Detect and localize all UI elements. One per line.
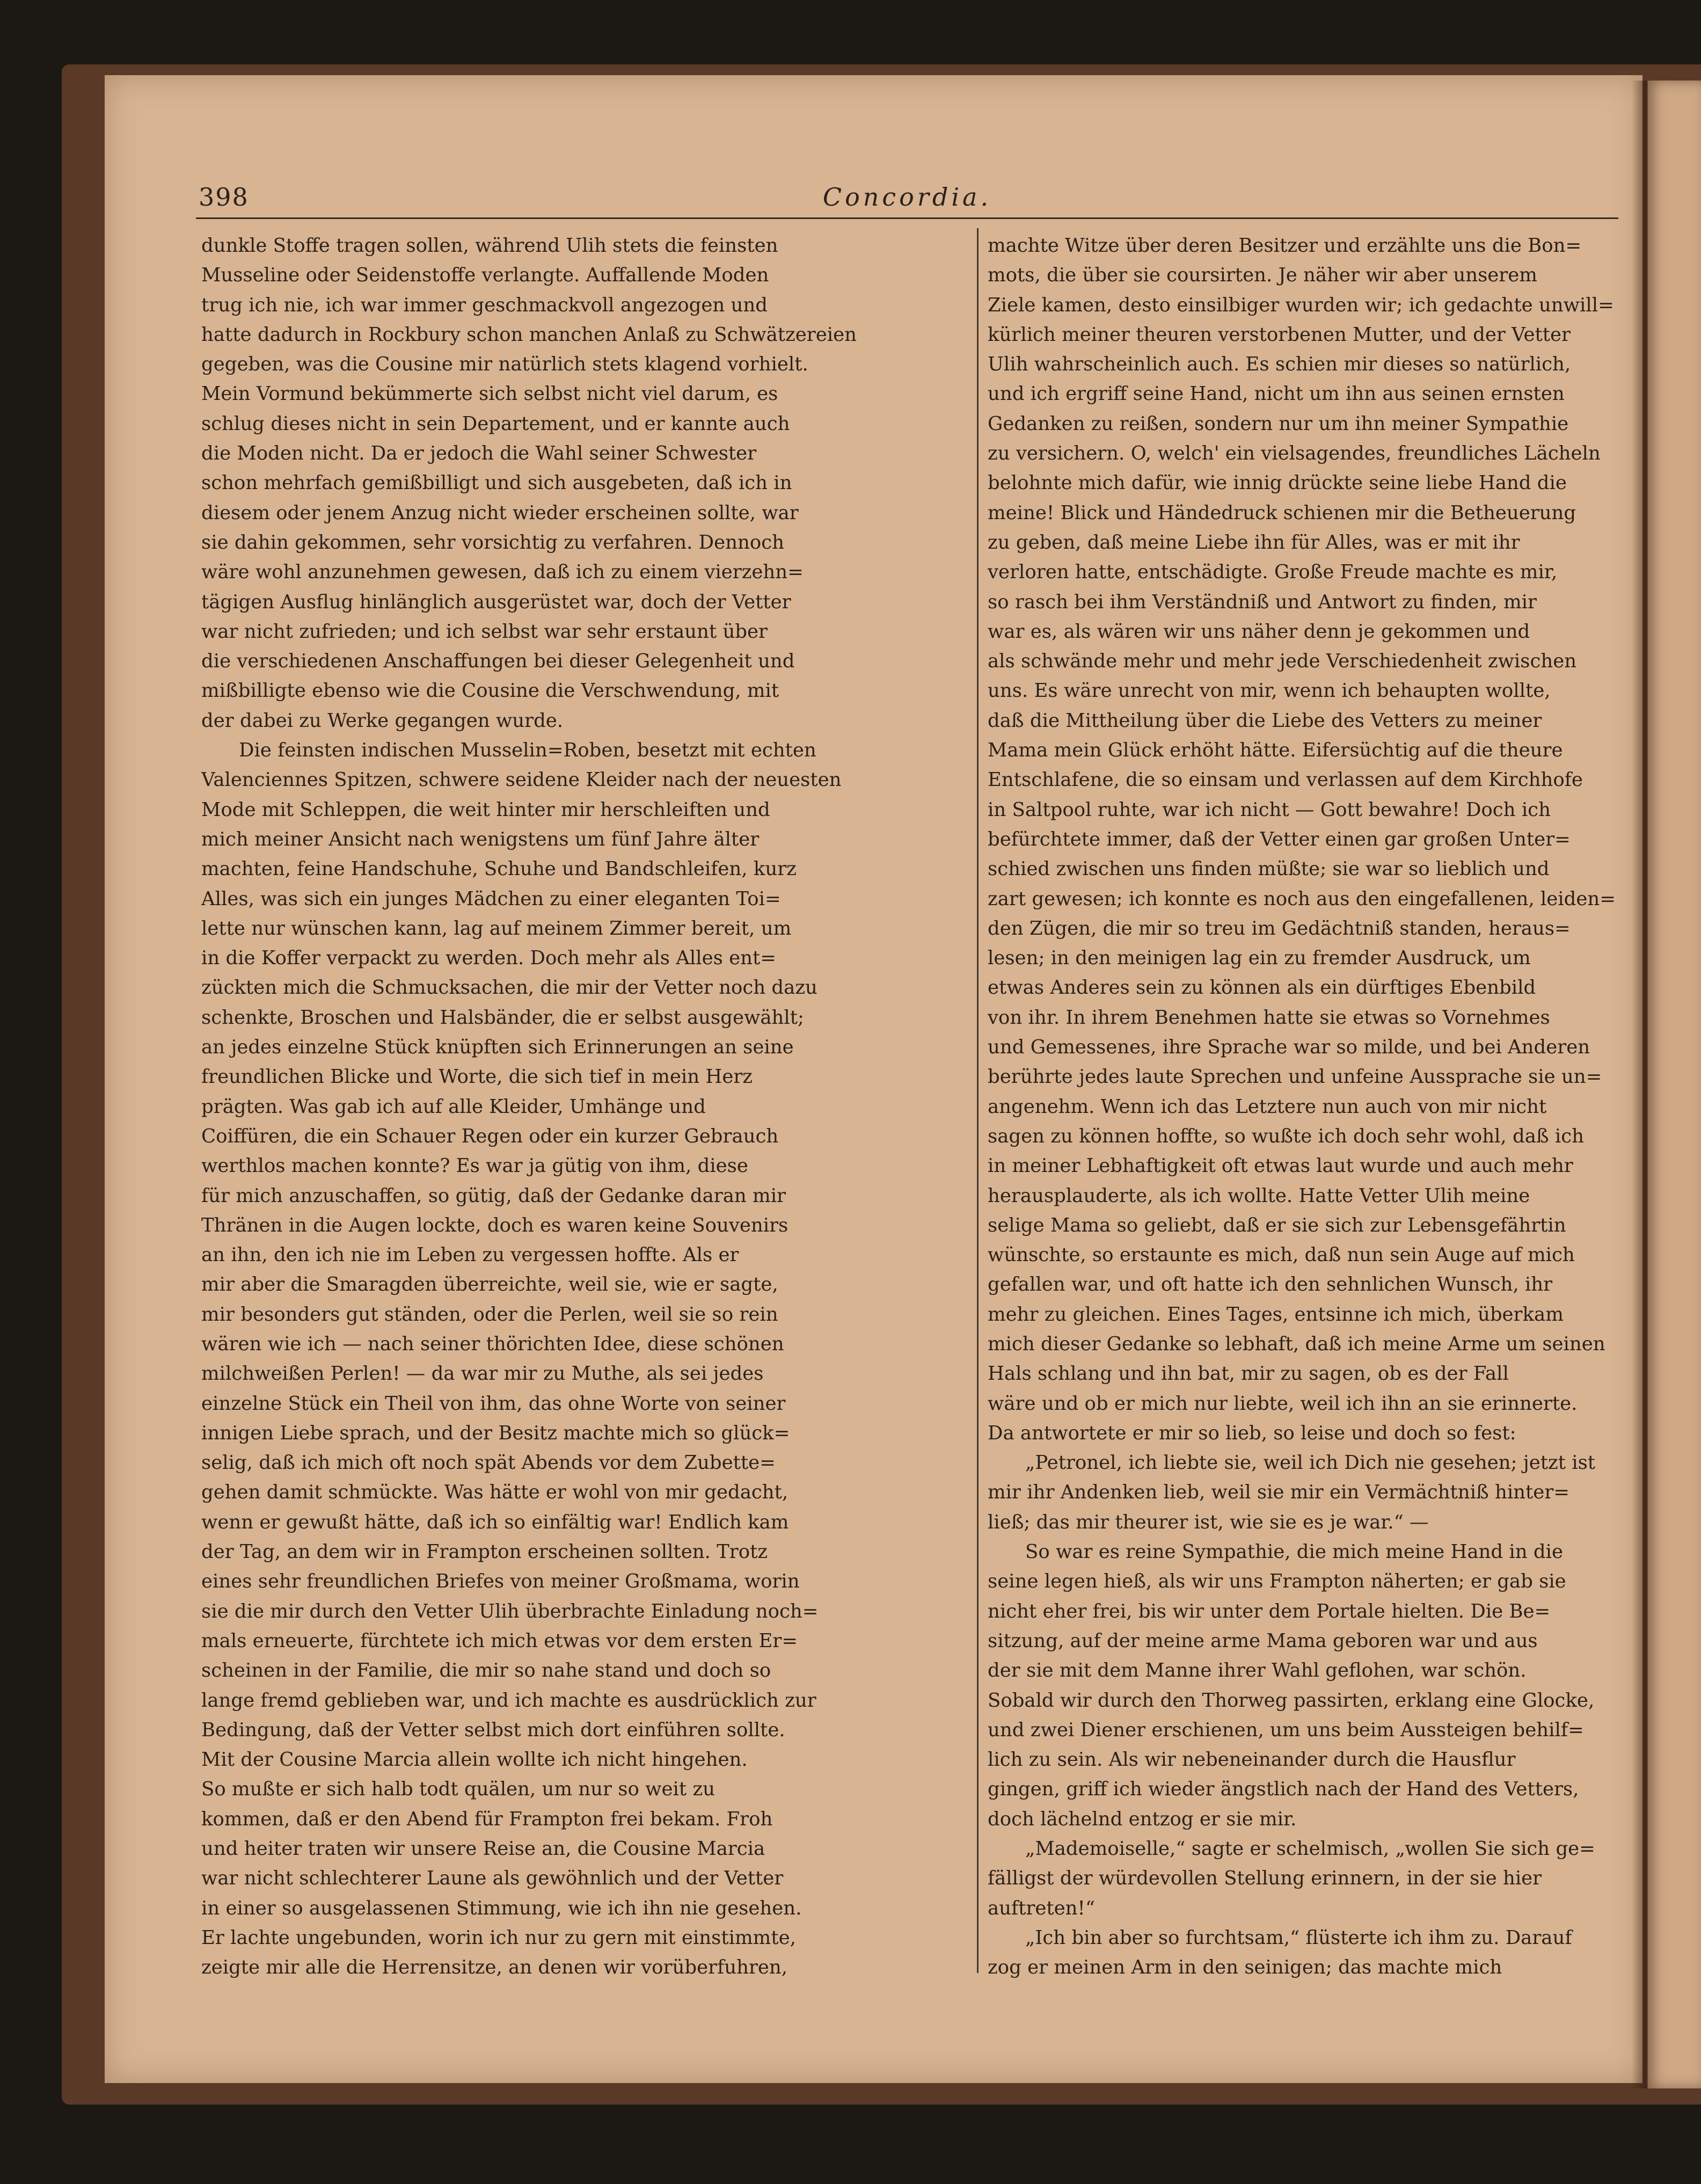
- text-line: so rasch bei ihm Verständniß und Antwort zu finden, mir: [988, 591, 1537, 613]
- text-line: und Gemessenes, ihre Sprache war so milde, und bei Anderen: [988, 1036, 1590, 1059]
- text-line: mich dieser Gedanke so lebhaft, daß ich meine Arme um seinen: [988, 1333, 1605, 1355]
- text-line: nicht eher frei, bis wir unter dem Portale hielten. Die Be=: [988, 1600, 1551, 1622]
- text-line: Hals schlang und ihn bat, mir zu sagen, ob es der Fall: [988, 1363, 1509, 1385]
- text-line: Mode mit Schleppen, die weit hinter mir herschleiften und: [201, 798, 770, 821]
- text-line: zart gewesen; ich konnte es noch aus den eingefallenen, leiden=: [988, 887, 1616, 910]
- text-line: gehen damit schmückte. Was hätte er wohl von mir gedacht,: [201, 1481, 789, 1504]
- text-line: Gedanken zu reißen, sondern nur um ihn meiner Sympathie: [988, 412, 1569, 435]
- text-line: der dabei zu Werke gegangen wurde.: [201, 709, 564, 732]
- text-line: und zwei Diener erschienen, um uns beim Aussteigen behilf=: [988, 1719, 1584, 1741]
- text-line: war es, als wären wir uns näher denn je gekommen und: [988, 620, 1530, 643]
- text-line: mir besonders gut ständen, oder die Perlen, weil sie so rein: [201, 1303, 778, 1326]
- text-line: machten, feine Handschuhe, Schuhe und Bandschleifen, kurz: [201, 858, 797, 880]
- text-line: Thränen in die Augen lockte, doch es waren keine Souvenirs: [201, 1214, 789, 1236]
- text-line: sie dahin gekommen, sehr vorsichtig zu verfahren. Dennoch: [201, 531, 784, 554]
- text-line: und ich ergriff seine Hand, nicht um ihn aus seinen ernsten: [988, 383, 1565, 405]
- text-line: Die feinsten indischen Musselin=Roben, besetzt mit echten: [239, 739, 816, 762]
- text-line: „Ich bin aber so furchtsam,“ flüsterte ich ihm zu. Darauf: [1025, 1926, 1572, 1949]
- text-line: So mußte er sich halb todt quälen, um nur so weit zu: [201, 1778, 716, 1801]
- text-line: scheinen in der Familie, die mir so nahe stand und doch so: [201, 1659, 771, 1682]
- text-line: gefallen war, und oft hatte ich den sehnlichen Wunsch, ihr: [988, 1273, 1553, 1296]
- text-line: uns. Es wäre unrecht von mir, wenn ich behaupten wollte,: [988, 680, 1551, 702]
- text-line: war nicht schlechterer Laune als gewöhnlich und der Vetter: [201, 1867, 784, 1890]
- text-line: befürchtete immer, daß der Vetter einen gar großen Unter=: [988, 828, 1571, 850]
- text-line: meine! Blick und Händedruck schienen mir die Betheuerung: [988, 501, 1576, 524]
- text-line: wenn er gewußt hätte, daß ich so einfältig war! Endlich kam: [201, 1511, 789, 1533]
- text-line: selig, daß ich mich oft noch spät Abends vor dem Zubette=: [201, 1452, 776, 1474]
- text-line: Mama mein Glück erhöht hätte. Eifersüchtig auf die theure: [988, 739, 1563, 762]
- text-line: zu versichern. O, welch' ein vielsagendes, freundliches Lächeln: [988, 442, 1601, 465]
- text-line: mals erneuerte, fürchtete ich mich etwas vor dem ersten Er=: [201, 1629, 798, 1652]
- text-line: sitzung, auf der meine arme Mama geboren war und aus: [988, 1629, 1538, 1652]
- text-line: gegeben, was die Cousine mir natürlich stets klagend vorhielt.: [201, 353, 808, 376]
- running-title: Concordia.: [822, 183, 992, 212]
- text-line: wäre wohl anzunehmen gewesen, daß ich zu einem vierzehn=: [201, 561, 804, 584]
- text-line: Da antwortete er mir so lieb, so leise und doch so fest:: [988, 1422, 1516, 1444]
- text-line: der Tag, an dem wir in Frampton erscheinen sollten. Trotz: [201, 1541, 768, 1563]
- text-line: an ihn, den ich nie im Leben zu vergessen hoffte. Als er: [201, 1244, 739, 1266]
- page-header: [199, 177, 1616, 220]
- text-line: herausplauderte, als ich wollte. Hatte Vetter Ulih meine: [988, 1184, 1530, 1207]
- text-line: in einer so ausgelassenen Stimmung, wie ich ihn nie gesehen.: [201, 1897, 802, 1919]
- text-line: daß die Mittheilung über die Liebe des Vetters zu meiner: [988, 709, 1542, 732]
- text-line: mehr zu gleichen. Eines Tages, entsinne ich mich, überkam: [988, 1303, 1564, 1326]
- text-line: einzelne Stück ein Theil von ihm, das ohne Worte von seiner: [201, 1392, 786, 1415]
- text-line: trug ich nie, ich war immer geschmackvoll angezogen und: [201, 294, 768, 316]
- text-line: hatte dadurch in Rockbury schon manchen Anlaß zu Schwätzereien: [201, 323, 857, 346]
- text-line: Ziele kamen, desto einsilbiger wurden wir; ich gedachte unwill=: [988, 294, 1614, 316]
- text-line: mißbilligte ebenso wie die Cousine die Verschwendung, mit: [201, 680, 779, 702]
- column-divider: [977, 228, 979, 1973]
- text-line: kürlich meiner theuren verstorbenen Mutter, und der Vetter: [988, 323, 1571, 346]
- page-number: 398: [199, 183, 249, 212]
- text-line: Entschlafene, die so einsam und verlassen auf dem Kirchhofe: [988, 769, 1583, 791]
- text-line: für mich anzuschaffen, so gütig, daß der Gedanke daran mir: [201, 1184, 786, 1207]
- text-line: mots, die über sie coursirten. Je näher wir aber unserem: [988, 264, 1537, 287]
- text-line: war nicht zufrieden; und ich selbst war sehr erstaunt über: [201, 620, 768, 643]
- text-line: belohnte mich dafür, wie innig drückte seine liebe Hand die: [988, 472, 1567, 494]
- text-line: werthlos machen konnte? Es war ja gütig von ihm, diese: [201, 1155, 748, 1177]
- text-line: prägten. Was gab ich auf alle Kleider, Umhänge und: [201, 1095, 706, 1118]
- text-line: in Saltpool ruhte, war ich nicht — Gott bewahre! Doch ich: [988, 798, 1551, 821]
- text-line: berührte jedes laute Sprechen und unfeine Aussprache sie un=: [988, 1066, 1602, 1088]
- text-line: seine legen hieß, als wir uns Frampton näherten; er gab sie: [988, 1570, 1566, 1593]
- text-line: schied zwischen uns finden müßte; sie war so lieblich und: [988, 858, 1550, 880]
- text-line: auftreten!“: [988, 1897, 1095, 1919]
- text-line: mich meiner Ansicht nach wenigstens um fünf Jahre älter: [201, 828, 760, 850]
- text-line: Sobald wir durch den Thorweg passirten, erklang eine Glocke,: [988, 1689, 1595, 1712]
- text-line: Mein Vormund bekümmerte sich selbst nicht viel darum, es: [201, 383, 778, 405]
- text-line: selige Mama so geliebt, daß er sie sich zur Lebensgefährtin: [988, 1214, 1566, 1236]
- text-line: schon mehrfach gemißbilligt und sich ausgebeten, daß ich in: [201, 472, 792, 494]
- text-line: in meiner Lebhaftigkeit oft etwas laut wurde und auch mehr: [988, 1155, 1573, 1177]
- text-line: fälligst der würdevollen Stellung erinnern, in der sie hier: [988, 1867, 1542, 1890]
- text-line: den Zügen, die mir so treu im Gedächtniß standen, heraus=: [988, 917, 1571, 940]
- text-line: angenehm. Wenn ich das Letztere nun auch von mir nicht: [988, 1095, 1547, 1118]
- text-line: So war es reine Sympathie, die mich meine Hand in die: [1025, 1541, 1563, 1563]
- text-line: zog er meinen Arm in den seinigen; das machte mich: [988, 1956, 1502, 1979]
- text-line: die verschiedenen Anschaffungen bei dieser Gelegenheit und: [201, 650, 795, 673]
- text-line: lesen; in den meinigen lag ein zu fremder Ausdruck, um: [988, 947, 1531, 970]
- text-line: wären wie ich — nach seiner thörichten Idee, diese schönen: [201, 1333, 784, 1355]
- text-line: tägigen Ausflug hinlänglich ausgerüstet war, doch der Vetter: [201, 591, 791, 613]
- text-line: lange fremd geblieben war, und ich machte es ausdrücklich zur: [201, 1689, 816, 1712]
- text-line: machte Witze über deren Besitzer und erzählte uns die Bon=: [988, 235, 1582, 257]
- text-line: zu geben, daß meine Liebe ihn für Alles, was er mit ihr: [988, 531, 1520, 554]
- text-line: freundlichen Blicke und Worte, die sich tief in mein Herz: [201, 1066, 753, 1088]
- text-line: wünschte, so erstaunte es mich, daß nun sein Auge auf mich: [988, 1244, 1575, 1266]
- text-line: der sie mit dem Manne ihrer Wahl geflohen, war schön.: [988, 1659, 1527, 1682]
- text-line: „Petronel, ich liebte sie, weil ich Dich nie gesehen; jetzt ist: [1025, 1452, 1596, 1474]
- text-line: schenkte, Broschen und Halsbänder, die er selbst ausgewählt;: [201, 1006, 804, 1029]
- left-column: [201, 231, 870, 1997]
- text-line: von ihr. In ihrem Benehmen hatte sie etwas so Vornehmes: [988, 1006, 1550, 1029]
- text-line: kommen, daß er den Abend für Frampton frei bekam. Froh: [201, 1808, 773, 1830]
- text-line: Valenciennes Spitzen, schwere seidene Kleider nach der neuesten: [201, 769, 842, 791]
- text-line: gingen, griff ich wieder ängstlich nach der Hand des Vetters,: [988, 1778, 1579, 1801]
- text-line: etwas Anderes sein zu können als ein dürftiges Ebenbild: [988, 977, 1536, 999]
- text-line: Alles, was sich ein junges Mädchen zu einer eleganten Toi=: [201, 887, 781, 910]
- text-line: diesem oder jenem Anzug nicht wieder erscheinen sollte, war: [201, 501, 799, 524]
- spine-shadow: [1632, 81, 1648, 2088]
- text-line: Coiffüren, die ein Schauer Regen oder ein kurzer Gebrauch: [201, 1125, 779, 1147]
- text-line: sagen zu können hoffte, so wußte ich doch sehr wohl, daß ich: [988, 1125, 1584, 1147]
- text-line: lette nur wünschen kann, lag auf meinem Zimmer bereit, um: [201, 917, 792, 940]
- header-rule: [196, 217, 1618, 219]
- text-line: ließ; das mir theurer ist, wie sie es je war.“ —: [988, 1511, 1429, 1533]
- right-column: [988, 231, 1656, 1997]
- text-line: mir aber die Smaragden überreichte, weil sie, wie er sagte,: [201, 1273, 778, 1296]
- text-line: wäre und ob er mich nur liebte, weil ich ihn an sie erinnerte.: [988, 1392, 1578, 1415]
- text-line: Bedingung, daß der Vetter selbst mich dort einführen sollte.: [201, 1719, 785, 1741]
- text-line: Ulih wahrscheinlich auch. Es schien mir dieses so natürlich,: [988, 353, 1571, 376]
- text-line: an jedes einzelne Stück knüpften sich Erinnerungen an seine: [201, 1036, 794, 1059]
- text-line: schlug dieses nicht in sein Departement, und er kannte auch: [201, 412, 790, 435]
- book-page: [105, 75, 1642, 2083]
- text-line: Er lachte ungebunden, worin ich nur zu gern mit einstimmte,: [201, 1926, 796, 1949]
- text-line: eines sehr freundlichen Briefes von meiner Großmama, worin: [201, 1570, 800, 1593]
- text-line: in die Koffer verpackt zu werden. Doch mehr als Alles ent=: [201, 947, 776, 970]
- text-line: doch lächelnd entzog er sie mir.: [988, 1808, 1297, 1830]
- text-line: zückten mich die Schmucksachen, die mir der Vetter noch dazu: [201, 977, 817, 999]
- text-line: und heiter traten wir unsere Reise an, die Cousine Marcia: [201, 1838, 765, 1860]
- text-line: zeigte mir alle die Herrensitze, an denen wir vorüberfuhren,: [201, 1956, 788, 1979]
- text-line: innigen Liebe sprach, und der Besitz machte mich so glück=: [201, 1422, 790, 1444]
- text-line: Mit der Cousine Marcia allein wollte ich nicht hingehen.: [201, 1749, 748, 1771]
- text-line: dunkle Stoffe tragen sollen, während Ulih stets die feinsten: [201, 235, 778, 257]
- text-line: verloren hatte, entschädigte. Große Freude machte es mir,: [988, 561, 1558, 584]
- text-line: die Moden nicht. Da er jedoch die Wahl seiner Schwester: [201, 442, 757, 465]
- text-line: als schwände mehr und mehr jede Verschiedenheit zwischen: [988, 650, 1577, 673]
- text-line: „Mademoiselle,“ sagte er schelmisch, „wollen Sie sich ge=: [1025, 1838, 1595, 1860]
- text-line: sie die mir durch den Vetter Ulih überbrachte Einladung noch=: [201, 1600, 819, 1622]
- text-line: milchweißen Perlen! — da war mir zu Muthe, als sei jedes: [201, 1363, 764, 1385]
- text-line: mir ihr Andenken lieb, weil sie mir ein Vermächtniß hinter=: [988, 1481, 1570, 1504]
- text-line: lich zu sein. Als wir nebeneinander durch die Hausflur: [988, 1749, 1516, 1771]
- text-line: Musseline oder Seidenstoffe verlangte. Auffallende Moden: [201, 264, 769, 287]
